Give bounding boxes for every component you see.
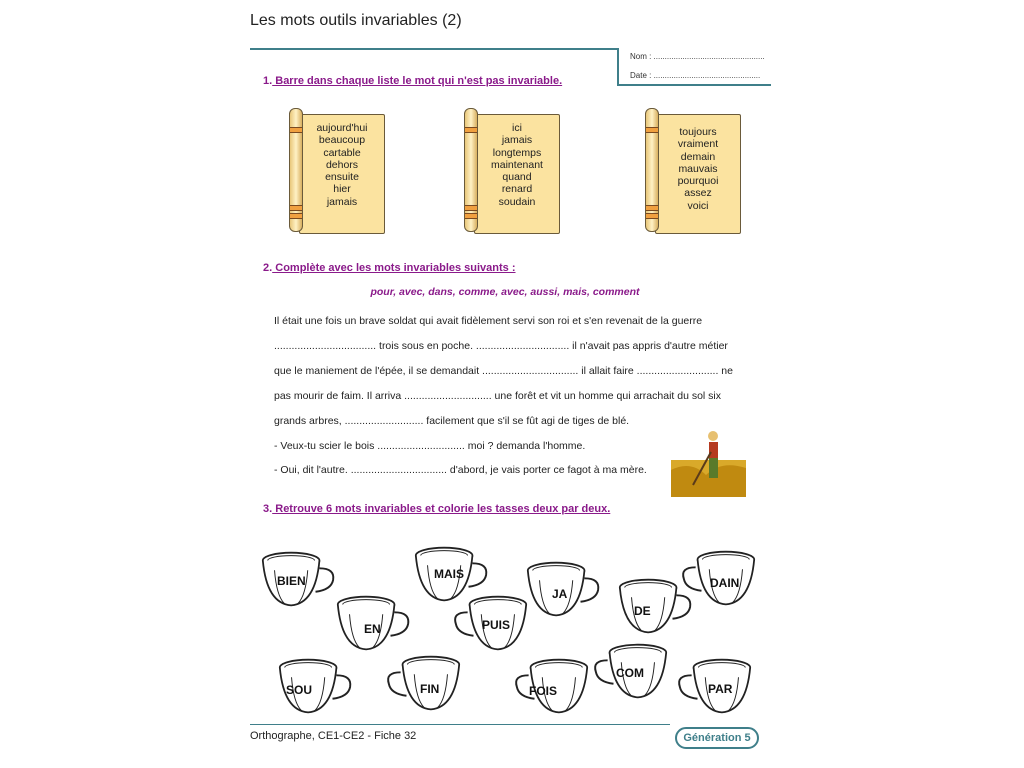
- cup-label: SOU: [286, 683, 313, 697]
- brand-badge: Génération 5: [675, 727, 759, 749]
- cup[interactable]: [452, 592, 532, 658]
- cup-label: DE: [634, 604, 651, 618]
- cup[interactable]: [676, 655, 756, 721]
- word-list-book-1: [287, 108, 387, 236]
- list-word: demain: [680, 150, 716, 163]
- footer-rule: [250, 724, 670, 725]
- cup-label: DAIN: [710, 576, 740, 590]
- list-word: longtemps: [492, 146, 542, 159]
- text-line: grands arbres, ........................... facilement que s'il se fût agi de tiges de blé.: [274, 415, 630, 427]
- list-word: soudain: [498, 195, 536, 208]
- page-title: Les mots outils invariables (2): [250, 12, 462, 29]
- list-word: maintenant: [491, 158, 543, 171]
- cup-label: EN: [364, 622, 381, 636]
- exercise2-heading: 2. Complète avec les mots invariables suivants :: [263, 262, 516, 274]
- text-line: pas mourir de faim. Il arriva .............................. une forêt et vit un homme qui arrachait du sol six: [274, 390, 722, 402]
- cup-icon: [272, 655, 354, 721]
- text-line: ................................... trois sous en poche. ................................ il n'avait pas appris d'autre métier: [274, 340, 728, 352]
- list-word: beaucoup: [318, 134, 366, 147]
- footer-text: Orthographe, CE1-CE2 - Fiche 32: [250, 730, 417, 742]
- cup-label: MAIS: [434, 567, 464, 581]
- exercise3-heading: 3. Retrouve 6 mots invariables et colorie les tasses deux par deux.: [263, 503, 611, 515]
- word-bank: pour, avec, dans, comme, avec, aussi, mais, comment: [370, 286, 640, 298]
- text-line: - Veux-tu scier le bois .............................. moi ? demanda l'homme.: [274, 440, 586, 452]
- word-list-book-2: [462, 108, 562, 236]
- cup[interactable]: [385, 652, 465, 718]
- list-word: aujourd'hui: [316, 122, 368, 134]
- list-word: ici: [512, 122, 522, 134]
- text-line: - Oui, dit l'autre. ................................. d'abord, je vais porter ce fagot à ma mère.: [274, 464, 647, 476]
- list-word: dehors: [325, 158, 359, 171]
- cup-label: PUIS: [482, 618, 511, 632]
- cup[interactable]: [612, 575, 692, 641]
- cup[interactable]: [272, 655, 352, 721]
- cup-icon: [612, 575, 694, 641]
- list-word: hier: [333, 183, 351, 196]
- list-word: jamais: [501, 134, 533, 147]
- date-field: Date : ................................................: [630, 71, 761, 80]
- list-word: mauvais: [678, 162, 718, 175]
- text-line: que le maniement de l'épée, il se demandait ................................. il allait faire ............................ ne: [274, 365, 733, 377]
- farmer-illustration-icon: [671, 430, 746, 497]
- header-rule: [250, 48, 618, 50]
- exercise1-heading: 1. Barre dans chaque liste le mot qui n'est pas invariable.: [263, 75, 563, 87]
- list-word: ensuite: [325, 171, 359, 184]
- list-word: voici: [687, 199, 709, 212]
- list-word: cartable: [323, 146, 361, 159]
- cup[interactable]: [513, 655, 593, 721]
- cup[interactable]: [592, 640, 672, 706]
- list-word: toujours: [679, 126, 717, 138]
- list-word: pourquoi: [677, 175, 719, 188]
- cup[interactable]: [255, 548, 335, 614]
- header-rule: [617, 84, 771, 86]
- name-field: Nom : ..................................................: [630, 52, 765, 61]
- cup-label: FOIS: [529, 684, 558, 698]
- cup-label: PAR: [708, 682, 733, 696]
- cup-label: BIEN: [277, 574, 306, 588]
- list-word: assez: [684, 187, 712, 200]
- list-word: renard: [501, 183, 533, 196]
- list-word: quand: [502, 171, 532, 184]
- list-word: vraiment: [677, 138, 719, 151]
- cup-label: FIN: [420, 682, 440, 696]
- cup[interactable]: [330, 592, 410, 658]
- list-word: jamais: [326, 195, 358, 208]
- cup-label: COM: [616, 666, 644, 680]
- word-list-book-3: [643, 108, 743, 236]
- cup-label: JA: [552, 587, 568, 601]
- text-line: Il était une fois un brave soldat qui avait fidèlement servi son roi et s'en revenait de la guerre: [274, 315, 703, 327]
- header-rule: [617, 48, 619, 85]
